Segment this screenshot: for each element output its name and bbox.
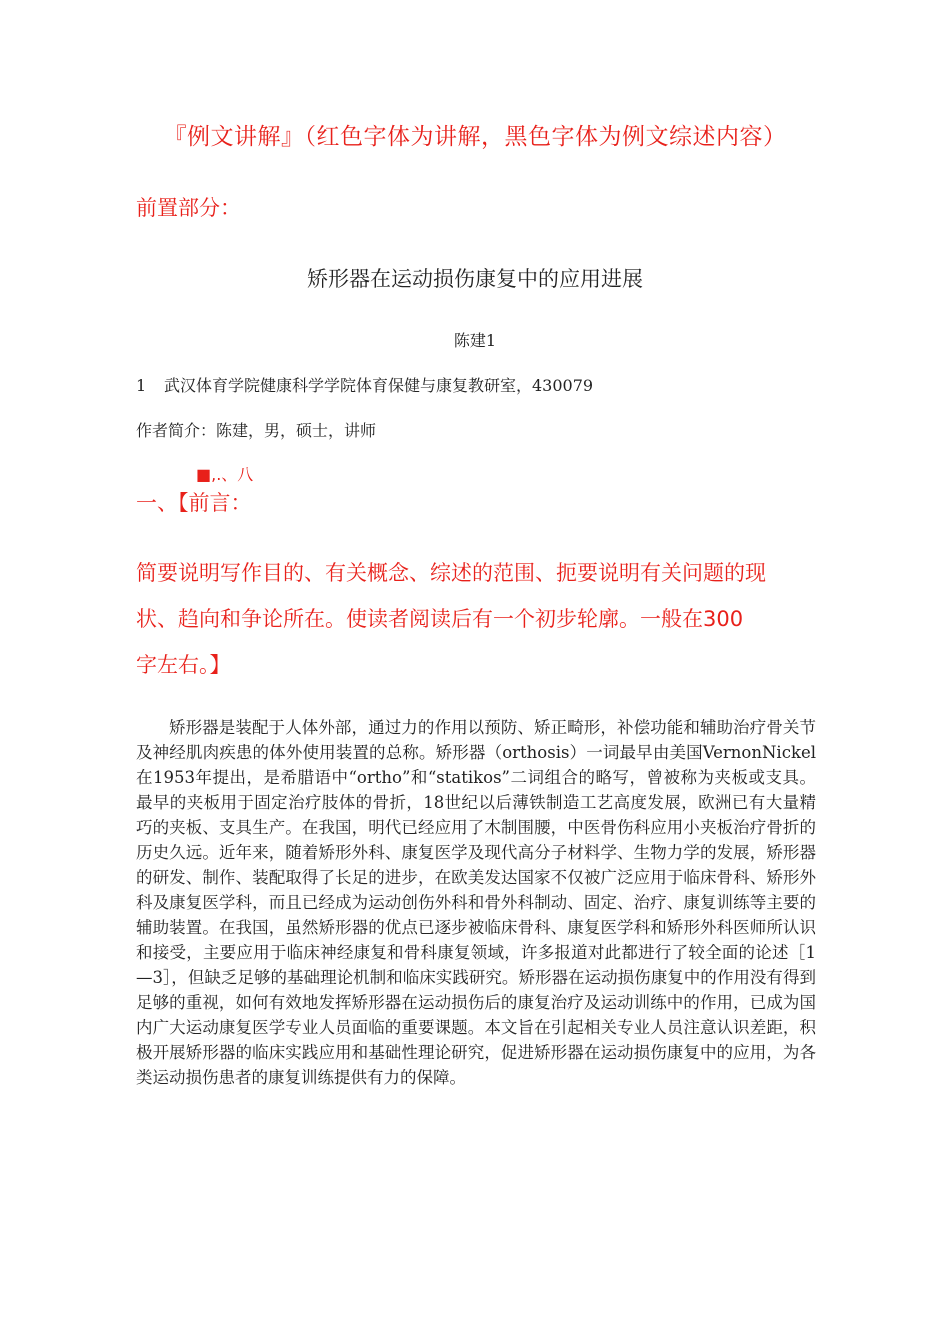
article-title: 矫形器在运动损伤康复中的应用进展 bbox=[307, 267, 643, 291]
affiliation-number: 1 bbox=[136, 376, 147, 395]
body-paragraph: 矫形器是装配于人体外部，通过力的作用以预防、矫正畸形，补偿功能和辅助治疗骨关节及神经肌肉疾患的体外使用装置的总称。矫形器（orthosis）一词最早由美国VernonNickel在1953年提出，是希腊语中“ortho”和“statikos”二词组合的略写，曾被称为夹板或支具。最早的夹板用于固定治疗肢体的骨折，18世纪以后薄铁制造工艺高度发展，欧洲已有大量精巧的夹板、支具生产。在我国，明代已经应用了木制围腰，中医骨伤科应用小夹板治疗骨折的历史久远。近年来，随着矫形外科、康复医学及现代高分子材料学、生物力学的发展，矫形器的研发、制作、装配取得了长足的进步，在欧美发达国家不仅被广泛应用于临床骨科、矫形外科及康复医学科，而且已经成为运动创伤外科和骨外科制动、固定、治疗、康复训练等主要的辅助装置。在我国，虽然矫形器的优点已逐步被临床骨科、康复医学科和矫形外科医师所认识和接受，主要应用于临床神经康复和骨科康复领域，许多报道对此都进行了较全面的论述［1—3］，但缺乏足够的基础理论机制和临床实践研究。矫形器在运动损伤康复中的作用没有得到足够的重视，如何有效地发挥矫形器在运动损伤后的康复治疗及运动训练中的作用，已成为国内广大运动康复医学专业人员面临的重要课题。本文旨在引起相关专业人员注意认识差距，积极开展矫形器的临床实践应用和基础性理论研究，促进矫形器在运动损伤康复中的应用，为各类运动损伤患者的康复训练提供有力的保障。 bbox=[136, 718, 816, 1087]
front-matter-label: 前置部分： bbox=[136, 196, 241, 220]
stray-marks: ■,.、八 bbox=[196, 465, 254, 484]
explanation-line: 字左右。】 bbox=[136, 653, 231, 677]
explanation-line: 简要说明写作目的、有关概念、综述的范围、扼要说明有关问题的现 bbox=[136, 561, 766, 585]
affiliation-text: 武汉体育学院健康科学学院体育保健与康复教研室，430079 bbox=[164, 376, 594, 395]
author-affiliation bbox=[136, 373, 593, 396]
preface-explanation bbox=[136, 550, 826, 688]
author-bio: 作者简介：陈建，男，硕士，讲师 bbox=[136, 421, 377, 440]
article-author: 陈建1 bbox=[453, 331, 497, 350]
section-heading-preface: 一、【前言： bbox=[136, 491, 252, 515]
instruction-heading: 『例文讲解』（红色字体为讲解，黑色字体为例文综述内容） bbox=[163, 124, 787, 150]
explanation-line: 状、趋向和争论所在。使读者阅读后有一个初步轮廓。一般在300 bbox=[136, 607, 744, 631]
preface-body bbox=[136, 715, 816, 1090]
